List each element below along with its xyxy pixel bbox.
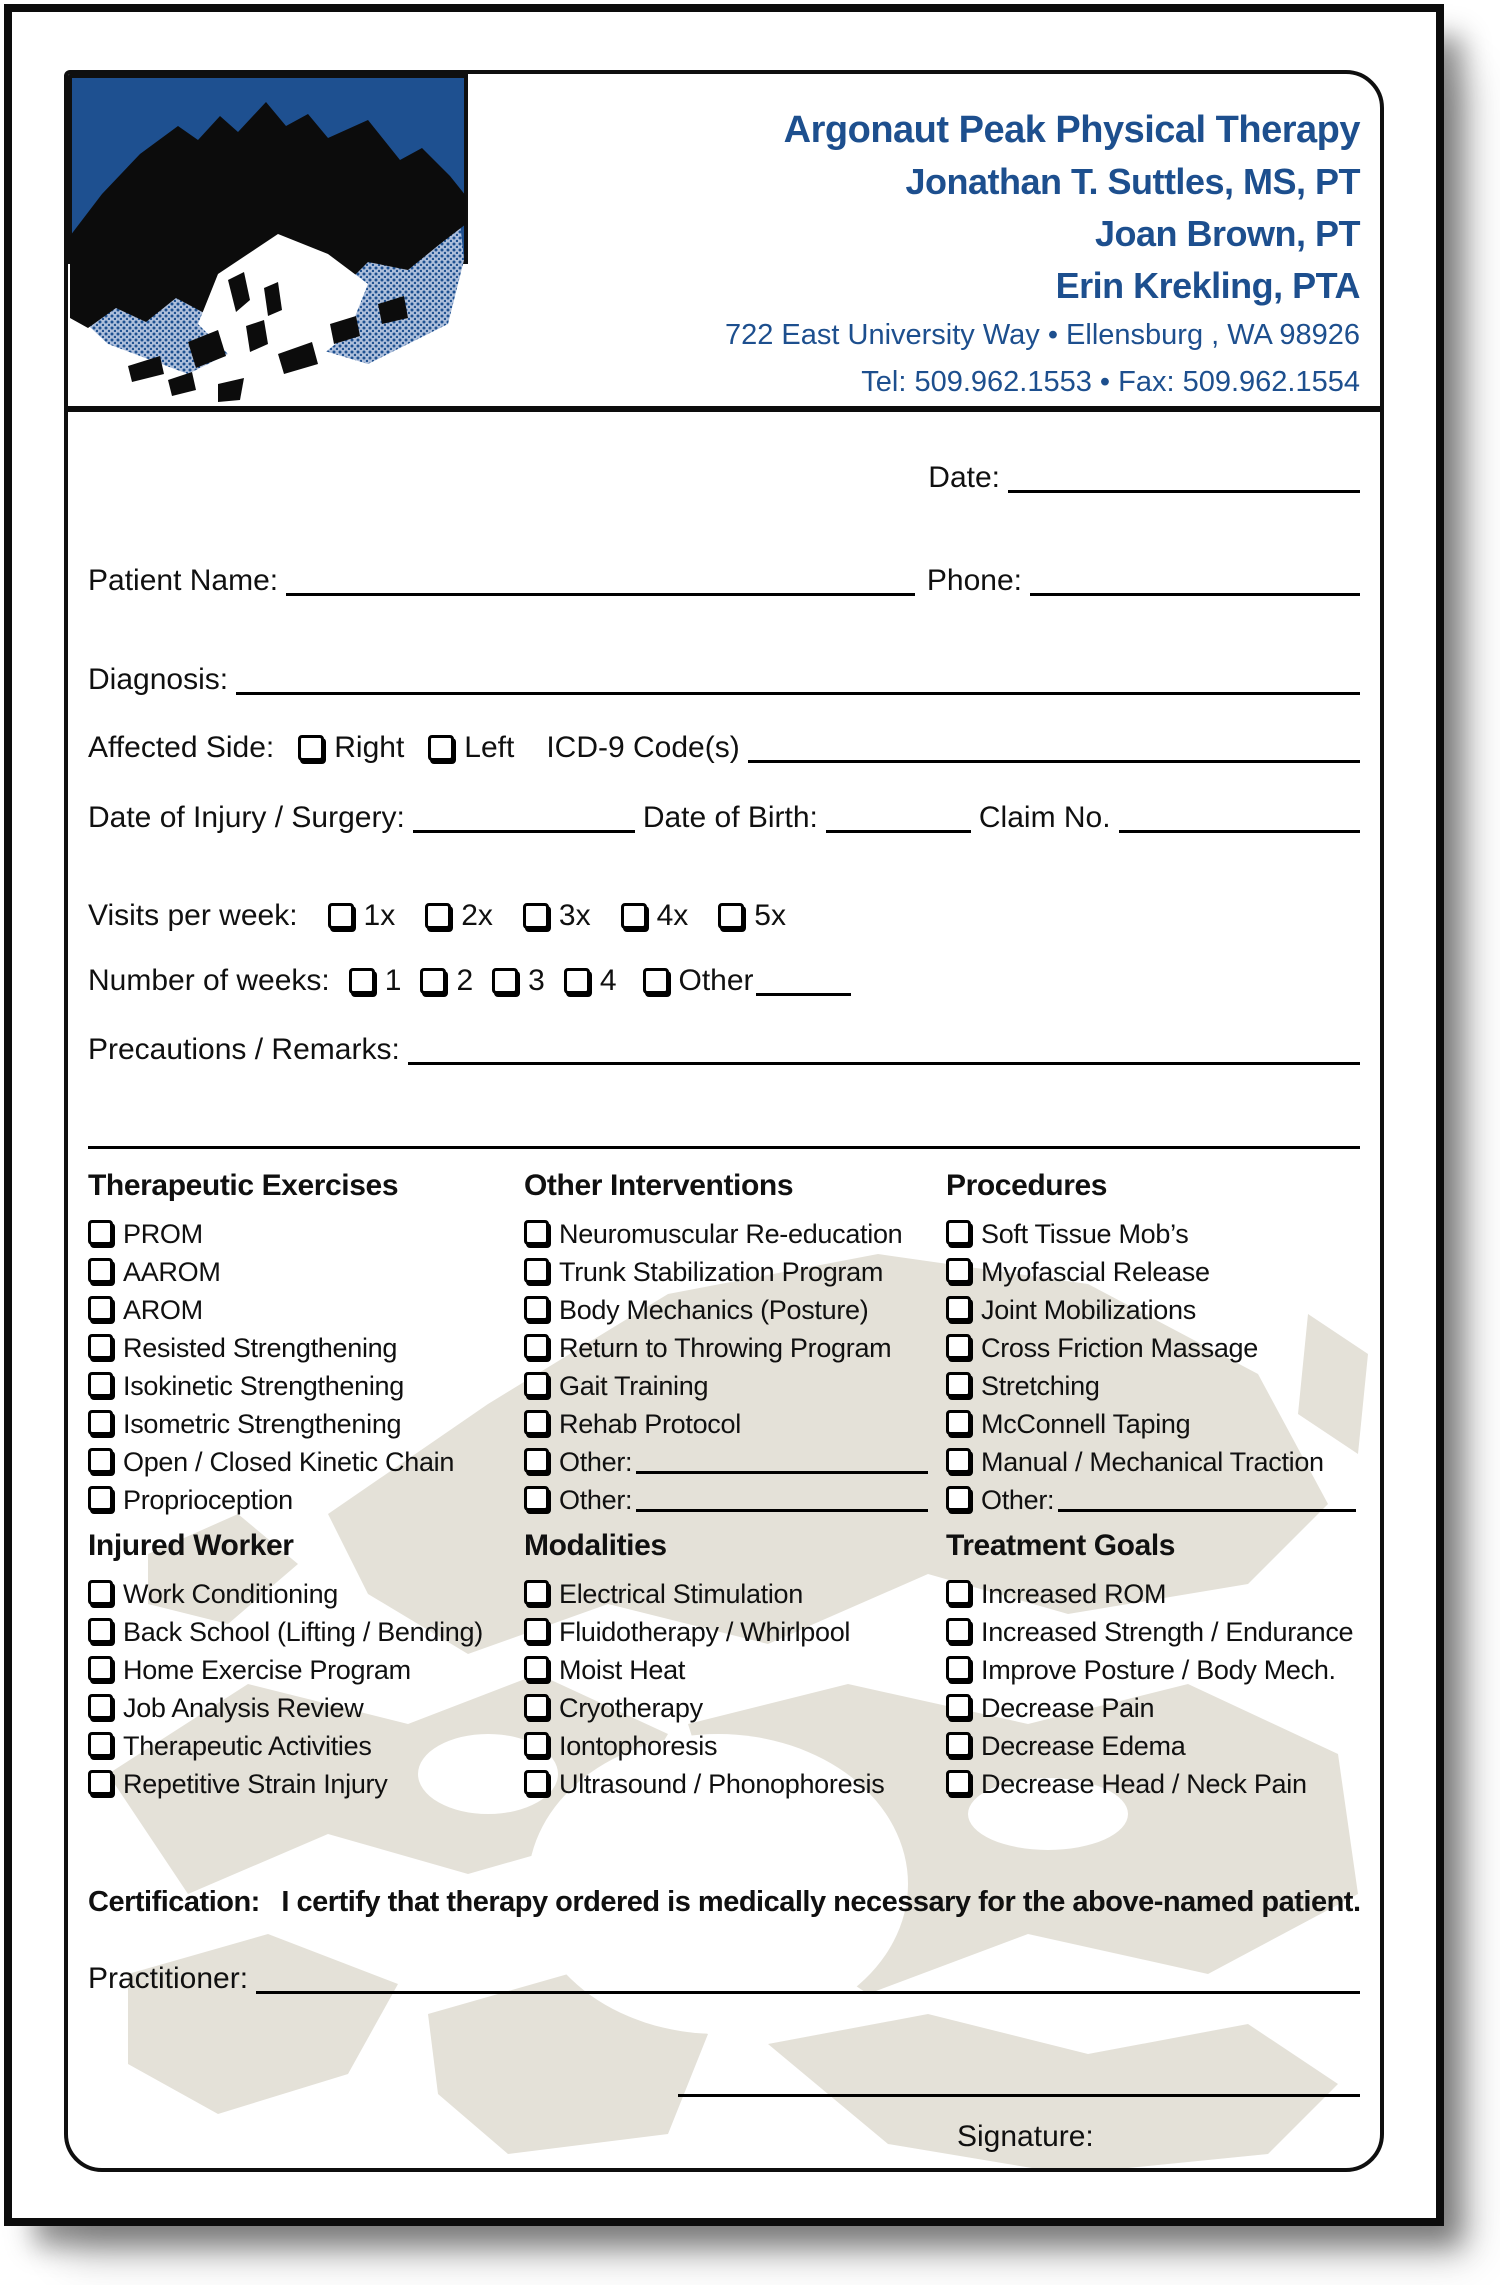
checklist-item-label: Increased ROM — [981, 1579, 1167, 1609]
checklist-item-label: Stretching — [981, 1371, 1100, 1401]
section-modalities — [524, 1528, 932, 1800]
checklist-item-label: Resisted Strengthening — [123, 1333, 398, 1363]
checkbox-icon[interactable] — [946, 1410, 971, 1435]
checklist-item-label: Open / Closed Kinetic Chain — [123, 1447, 455, 1477]
checklist-item — [88, 1686, 510, 1724]
checklist-item — [524, 1686, 932, 1724]
certification-label: Certification: — [88, 1886, 260, 1918]
checklist-item — [88, 1288, 510, 1326]
checkbox-icon[interactable] — [88, 1618, 113, 1643]
checklist-item — [946, 1572, 1360, 1610]
checkbox-option — [718, 898, 786, 933]
patient-name-field-line[interactable] — [286, 583, 915, 596]
checklist-item-label: Other: — [981, 1485, 1055, 1515]
date-label: Date: — [928, 461, 1000, 494]
injury-date-field-line[interactable] — [413, 820, 635, 833]
section-title: Other Interventions — [524, 1169, 794, 1202]
section-title: Modalities — [524, 1529, 667, 1562]
checkbox-icon[interactable] — [88, 1410, 113, 1435]
checklist-item — [946, 1250, 1360, 1288]
checklist-item — [88, 1478, 510, 1516]
checkbox-option — [328, 898, 396, 933]
signature-field-line[interactable] — [678, 2094, 1360, 2097]
weeks-other-option — [643, 963, 851, 998]
checkbox-icon[interactable] — [88, 1656, 113, 1681]
option-label: Left — [464, 731, 515, 764]
checkbox-icon[interactable] — [524, 1220, 549, 1245]
checklist-item-label: Manual / Mechanical Traction — [981, 1447, 1324, 1477]
checkbox-option — [564, 963, 617, 998]
checkbox-icon[interactable] — [88, 1770, 113, 1795]
checkbox-option — [523, 898, 591, 933]
section-items — [524, 1572, 932, 1800]
checklist-item-label: Ultrasound / Phonophoresis — [559, 1769, 885, 1799]
checklist-item — [88, 1610, 510, 1648]
section-therapeutic-exercises — [88, 1168, 510, 1516]
checklist-item-label: Iontophoresis — [559, 1731, 718, 1761]
checklist-item — [946, 1364, 1360, 1402]
checkbox-icon[interactable] — [524, 1410, 549, 1435]
checkbox-icon[interactable] — [420, 968, 446, 994]
practitioner-field-line[interactable] — [256, 1981, 1360, 1994]
checklist-item-label: Back School (Lifting / Bending) — [123, 1617, 483, 1647]
checklist-item-label: Trunk Stabilization Program — [559, 1257, 884, 1287]
checklist-item-label: Repetitive Strain Injury — [123, 1769, 388, 1799]
checklist-item-label: Proprioception — [123, 1485, 293, 1515]
weeks-other-field-line[interactable] — [756, 983, 851, 996]
precautions-continuation-line — [88, 1136, 1360, 1151]
checklist-item — [524, 1288, 932, 1326]
checkbox-icon[interactable] — [88, 1220, 113, 1245]
checkbox-icon[interactable] — [946, 1334, 971, 1359]
checkbox-option — [420, 963, 473, 998]
checklist-item — [524, 1440, 932, 1478]
diagnosis-label: Diagnosis: — [88, 663, 229, 696]
form-page — [4, 4, 1444, 2226]
patient-name-label: Patient Name: — [88, 564, 279, 597]
patient-name-row — [88, 563, 1360, 598]
checkbox-icon[interactable] — [524, 1580, 549, 1605]
masthead — [725, 104, 1360, 406]
checklist-item — [88, 1724, 510, 1762]
checkbox-option — [298, 730, 404, 765]
practitioner-label: Practitioner: — [88, 1962, 249, 1995]
checklist-item-label: Increased Strength / Endurance — [981, 1617, 1354, 1647]
checklist-item — [946, 1762, 1360, 1800]
checklist-item — [524, 1478, 932, 1516]
checklist-item-label: Other: — [559, 1447, 633, 1477]
checklist-item-label: Myofascial Release — [981, 1257, 1210, 1287]
checkbox-icon[interactable] — [946, 1486, 971, 1511]
checkbox-icon[interactable] — [643, 968, 669, 994]
fill-in-line[interactable] — [636, 1501, 928, 1512]
icd9-field-line[interactable] — [748, 750, 1360, 763]
checklist-item-label: Body Mechanics (Posture) — [559, 1295, 869, 1325]
checkbox-icon[interactable] — [328, 903, 354, 929]
checklist-item-label: PROM — [123, 1219, 203, 1249]
checklist-item-label: Soft Tissue Mob’s — [981, 1219, 1189, 1249]
checklist-item — [524, 1326, 932, 1364]
certification-statement — [88, 1886, 1360, 1919]
claim-no-field-line[interactable] — [1119, 820, 1360, 833]
checkbox-icon[interactable] — [349, 968, 375, 994]
checkbox-icon[interactable] — [524, 1770, 549, 1795]
phone-field-line[interactable] — [1030, 583, 1360, 596]
checklist-item — [524, 1648, 932, 1686]
checkbox-icon[interactable] — [524, 1372, 549, 1397]
checklist-item-label: Cryotherapy — [559, 1693, 703, 1723]
weeks-other-label: Other — [678, 964, 754, 997]
option-label: 1 — [384, 964, 402, 997]
checkbox-icon[interactable] — [88, 1580, 113, 1605]
checklist-item-label: Electrical Stimulation — [559, 1579, 803, 1609]
section-procedures — [946, 1168, 1360, 1516]
clinic-contact: Tel: 509.962.1553 • Fax: 509.962.1554 — [861, 366, 1360, 398]
checklist-item — [946, 1402, 1360, 1440]
section-title: Procedures — [946, 1169, 1108, 1202]
checklist-item-label: Isometric Strengthening — [123, 1409, 402, 1439]
weeks-options — [330, 963, 617, 998]
staff-name-3: Erin Krekling, PTA — [1055, 265, 1360, 306]
precautions-label: Precautions / Remarks: — [88, 1033, 400, 1066]
checklist-item — [946, 1478, 1360, 1516]
visits-per-week-label: Visits per week: — [88, 899, 298, 932]
checklist-item-label: Improve Posture / Body Mech. — [981, 1655, 1336, 1685]
checklist-item-label: AROM — [123, 1295, 203, 1325]
checkbox-icon[interactable] — [425, 903, 451, 929]
checklist-item — [946, 1610, 1360, 1648]
checklist-item-label: Joint Mobilizations — [981, 1295, 1196, 1325]
checklist-item — [88, 1250, 510, 1288]
date-row — [88, 460, 1360, 495]
checklist-item-label: Job Analysis Review — [123, 1693, 364, 1723]
section-items — [946, 1212, 1360, 1516]
checkbox-icon[interactable] — [718, 903, 744, 929]
checkbox-icon[interactable] — [492, 968, 518, 994]
checklist-item-label: McConnell Taping — [981, 1409, 1191, 1439]
icd9-label: ICD-9 Code(s) — [546, 731, 740, 764]
clinic-name: Argonaut Peak Physical Therapy — [783, 109, 1360, 151]
checklist-item — [88, 1364, 510, 1402]
checklist-item-label: Return to Throwing Program — [559, 1333, 892, 1363]
checkbox-icon[interactable] — [88, 1258, 113, 1283]
checklist-item — [88, 1762, 510, 1800]
checklist-item-label: Therapeutic Activities — [123, 1731, 372, 1761]
checkbox-option — [621, 898, 689, 933]
injury-date-row — [88, 800, 1360, 835]
date-of-birth-field-line[interactable] — [826, 820, 971, 833]
checklist-item — [524, 1212, 932, 1250]
checkbox-option — [425, 898, 493, 933]
affected-side-options — [274, 730, 514, 765]
checklist-item — [88, 1402, 510, 1440]
checkbox-icon[interactable] — [946, 1372, 971, 1397]
diagnosis-row — [88, 662, 1360, 697]
checklist-item — [524, 1762, 932, 1800]
date-field-line[interactable] — [1008, 480, 1360, 493]
certification-text: I certify that therapy ordered is medically necessary for the above-named patient. — [281, 1886, 1361, 1918]
checklist-item-label: Decrease Head / Neck Pain — [981, 1769, 1307, 1799]
checklist-item — [524, 1402, 932, 1440]
option-label: 5x — [754, 899, 786, 932]
checklist-item — [946, 1648, 1360, 1686]
option-label: 1x — [363, 899, 396, 932]
precautions-field-line-2[interactable] — [88, 1136, 1360, 1149]
checklist-item — [946, 1326, 1360, 1364]
checklist-item — [88, 1440, 510, 1478]
date-of-birth-label: Date of Birth: — [642, 801, 818, 834]
section-items — [946, 1572, 1360, 1800]
checklist-item — [524, 1572, 932, 1610]
affected-side-label: Affected Side: — [88, 731, 275, 764]
checkbox-icon[interactable] — [524, 1296, 549, 1321]
checkbox-icon[interactable] — [946, 1732, 971, 1757]
checkbox-icon[interactable] — [524, 1694, 549, 1719]
section-title: Treatment Goals — [946, 1529, 1176, 1562]
checkbox-icon[interactable] — [946, 1618, 971, 1643]
signature-label: Signature: — [957, 2120, 1094, 2153]
checklist-item — [946, 1724, 1360, 1762]
checkbox-icon[interactable] — [564, 968, 590, 994]
section-items — [88, 1212, 510, 1516]
checklist-item-label: Cross Friction Massage — [981, 1333, 1258, 1363]
checklist-item — [524, 1610, 932, 1648]
checkbox-icon[interactable] — [88, 1296, 113, 1321]
checkbox-icon[interactable] — [946, 1220, 971, 1245]
checkbox-icon[interactable] — [298, 735, 324, 761]
checkbox-option — [492, 963, 545, 998]
checklist-item — [524, 1250, 932, 1288]
option-label: 3x — [558, 899, 591, 932]
checkbox-icon[interactable] — [946, 1656, 971, 1681]
checklist-item — [88, 1212, 510, 1250]
checklist-item — [524, 1724, 932, 1762]
option-label: 4 — [599, 964, 617, 997]
checkbox-icon[interactable] — [88, 1334, 113, 1359]
checkbox-icon[interactable] — [524, 1656, 549, 1681]
checklist-item-label: Decrease Edema — [981, 1731, 1186, 1761]
checkbox-icon[interactable] — [88, 1694, 113, 1719]
checkbox-icon[interactable] — [621, 903, 647, 929]
checkbox-icon[interactable] — [524, 1258, 549, 1283]
checkbox-option — [428, 730, 514, 765]
checklist-item-label: Home Exercise Program — [123, 1655, 411, 1685]
checkbox-icon[interactable] — [524, 1334, 549, 1359]
checklist-item-label: Other: — [559, 1485, 633, 1515]
checklist-item-label: Isokinetic Strengthening — [123, 1371, 404, 1401]
checklist-item — [88, 1572, 510, 1610]
visits-per-week-row — [88, 898, 1360, 933]
section-injured-worker — [88, 1528, 510, 1800]
visits-options — [298, 898, 786, 933]
checkbox-icon[interactable] — [88, 1732, 113, 1757]
form-border — [64, 70, 1384, 2172]
number-of-weeks-row — [88, 963, 1360, 998]
section-treatment-goals — [946, 1528, 1360, 1800]
fill-in-line[interactable] — [636, 1463, 928, 1474]
checkbox-icon[interactable] — [524, 1486, 549, 1511]
checkbox-icon[interactable] — [88, 1448, 113, 1473]
staff-name-2: Joan Brown, PT — [1094, 213, 1360, 254]
option-label: 2 — [456, 964, 474, 997]
section-title: Therapeutic Exercises — [88, 1169, 399, 1202]
checkbox-icon[interactable] — [523, 903, 549, 929]
number-of-weeks-label: Number of weeks: — [88, 964, 330, 997]
checkbox-icon[interactable] — [946, 1296, 971, 1321]
section-title: Injured Worker — [88, 1529, 294, 1562]
checkbox-icon[interactable] — [946, 1694, 971, 1719]
option-label: 4x — [656, 899, 689, 932]
precautions-field-line[interactable] — [408, 1052, 1360, 1065]
checklist-item — [88, 1326, 510, 1364]
checkbox-option — [349, 963, 402, 998]
checkbox-icon[interactable] — [946, 1580, 971, 1605]
claim-no-label: Claim No. — [978, 801, 1111, 834]
clinic-address: 722 East University Way • Ellensburg , WA 98926 — [724, 319, 1360, 351]
checkbox-icon[interactable] — [524, 1618, 549, 1643]
checkbox-icon[interactable] — [524, 1448, 549, 1473]
section-items — [524, 1212, 932, 1516]
affected-side-row — [88, 730, 1360, 765]
option-label: Right — [334, 731, 405, 764]
checklist-item — [946, 1440, 1360, 1478]
checkbox-icon[interactable] — [946, 1448, 971, 1473]
checklist-item-label: Neuromuscular Re-education — [559, 1219, 903, 1249]
checkbox-icon[interactable] — [946, 1770, 971, 1795]
option-label: 3 — [528, 964, 545, 997]
checklist-item-label: Decrease Pain — [981, 1693, 1155, 1723]
checklist-item-label: Moist Heat — [559, 1655, 686, 1685]
section-items — [88, 1572, 510, 1800]
checkbox-icon[interactable] — [88, 1372, 113, 1397]
phone-label: Phone: — [926, 564, 1022, 597]
checkbox-icon[interactable] — [524, 1732, 549, 1757]
section-other-interventions — [524, 1168, 932, 1516]
fill-in-line[interactable] — [1058, 1501, 1356, 1512]
clinic-logo — [68, 74, 468, 408]
checklist-item — [946, 1212, 1360, 1250]
staff-name-1: Jonathan T. Suttles, MS, PT — [905, 161, 1360, 202]
checklist-item-label: Work Conditioning — [123, 1579, 339, 1609]
checklist-item — [946, 1288, 1360, 1326]
checklist-item — [88, 1648, 510, 1686]
checkbox-icon[interactable] — [88, 1486, 113, 1511]
checklist-item — [524, 1364, 932, 1402]
checklist-item-label: Rehab Protocol — [559, 1409, 741, 1439]
checkbox-icon[interactable] — [946, 1258, 971, 1283]
diagnosis-field-line[interactable] — [236, 682, 1360, 695]
precautions-row — [88, 1032, 1360, 1067]
checklist-item-label: AAROM — [123, 1257, 221, 1287]
practitioner-row — [88, 1961, 1360, 1996]
checklist-item-label: Fluidotherapy / Whirlpool — [559, 1617, 851, 1647]
checklist-item-label: Gait Training — [559, 1371, 709, 1401]
option-label: 2x — [461, 899, 493, 932]
checklist-item — [946, 1686, 1360, 1724]
injury-date-label: Date of Injury / Surgery: — [88, 801, 405, 834]
checkbox-icon[interactable] — [428, 735, 454, 761]
